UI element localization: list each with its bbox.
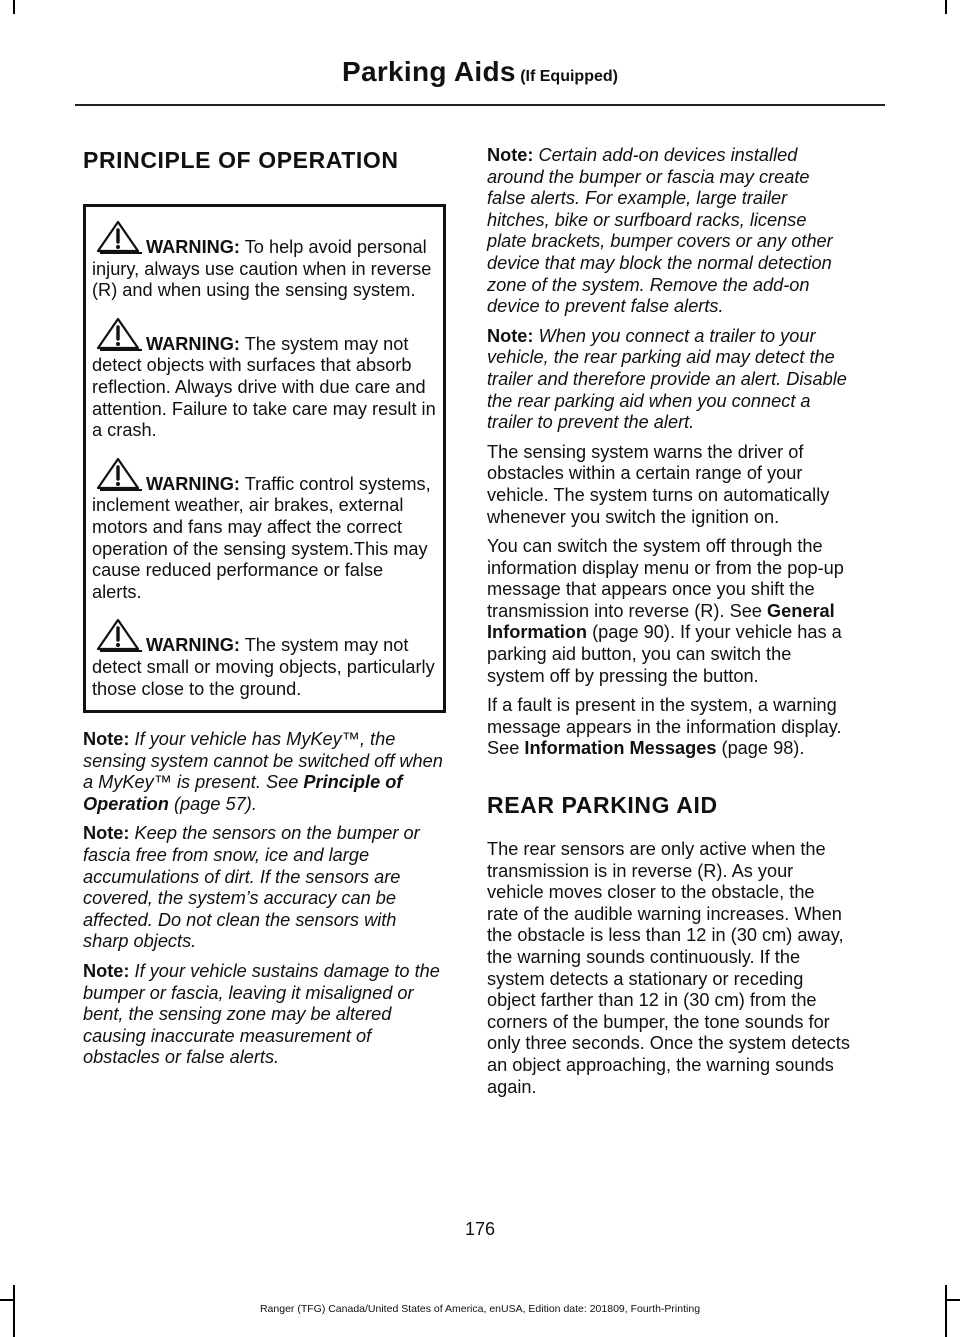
page-subtitle: (If Equipped) [520,68,618,85]
paragraph-switch-off [487,536,850,687]
note-text: If your vehicle has MyKey™, the sensing system cannot be switched off when a MyKey™ is present. See [83,729,443,793]
note-label: Note: [83,729,130,750]
warning-text: Traffic control systems, inclement weather, air brakes, external motors and fans may affect the correct operation of the sensing system.This may cause reduced performance or false alerts. [92,473,431,602]
note-label: Note: [83,961,130,982]
page-header [75,56,885,88]
left-column [83,145,446,1077]
note-text: When you connect a trailer to your vehicle, the rear parking aid may detect the trailer and therefore provide an alert. Disable the rear parking aid when you connect a trailer to prevent the alert. [487,325,847,433]
note-text-after: (page 57). [168,793,257,814]
note-text: If your vehicle sustains damage to the bumper or fascia, leaving it misaligned or bent, the sensing zone may be altered causing inaccurate measurement of obstacles or false alerts. [83,961,440,1068]
section-heading-principle: PRINCIPLE OF OPERATION [83,147,399,173]
warning-text: The system may not detect objects with surfaces that absorb reflection. Always drive with due care and attention. Failure to take care may result in a crash. [92,333,436,441]
note-mykey [83,729,446,815]
crop-mark [947,1299,960,1301]
note-text: Certain add-on devices installed around the bumper or fascia may create false alerts. For example, large trailer hitches, bike or surfboard racks, license plate brackets, bumper covers or any other device that may block the normal detection zone of the system. Remove the add-on device to prevent false alerts. [487,145,833,317]
page-footer: Ranger (TFG) Canada/United States of America, enUSA, Edition date: 201809, Fourth-Printing [259,1303,701,1315]
right-column [487,145,850,1106]
cross-reference-link[interactable]: Information Messages [524,738,717,759]
warning-item [92,217,437,302]
warning-label: WARNING: [146,237,240,257]
section-heading-rear-parking-aid: REAR PARKING AID [487,792,718,819]
note-bumper-damage [83,961,446,1069]
page-number: 176 [464,1219,496,1239]
warning-triangle-icon [92,617,144,653]
warning-item [92,454,437,604]
paragraph-system-warns: The sensing system warns the driver of obstacles within a certain range of your vehicle. The system turns on automatically whenever you switch the ignition on. [487,441,830,527]
note-sensors-clean [83,823,446,953]
page-title: Parking Aids [342,56,516,87]
note-text: Keep the sensors on the bumper or fascia free from snow, ice and large accumulations of dirt. If the sensors are covered, the system’s accuracy can be affected. Do not clean the sensors with sharp objects. [83,823,420,952]
paragraph-text: You can switch the system off through the information display menu or from the pop-up message that appears once you shift the transmission into reverse (R). See [487,536,844,621]
paragraph-text: If a fault is present in the system, a warning message appears in the information display. See [487,695,842,759]
header-rule [75,104,885,106]
note-trailer [487,326,850,434]
note-label: Note: [487,325,534,346]
warning-item [92,615,437,700]
warning-label: WARNING: [146,473,240,494]
cross-reference-link[interactable]: General Information [487,600,835,643]
note-add-on-devices [487,145,850,318]
warning-triangle-icon [92,456,144,492]
warning-triangle-icon [92,219,144,255]
note-label: Note: [487,145,534,165]
crop-mark [13,0,15,14]
paragraph-rear-sensors: The rear sensors are only active when the transmission is in reverse (R). As your vehicle moves closer to the obstacle, the rate of the audible warning increases. When the obstacle is less than 12 in (30 cm) away, the warning sounds continuously. If the system detects a stationary or receding object farther than 12 in (30 cm) from the corners of the bumper, the tone sounds for only three seconds. Once the system detects an object approaching, the warning sounds again. [487,839,850,1097]
warning-label: WARNING: [146,635,240,656]
paragraph-text-after: (page 98). [716,738,805,759]
crop-mark [945,0,947,14]
warning-triangle-icon [92,316,144,352]
cross-reference-link[interactable]: Principle of Operation [83,772,403,814]
warning-text: To help avoid personal injury, always use caution when in reverse (R) and when using the sensing system. [92,237,432,301]
paragraph-fault [487,695,850,760]
crop-mark [0,1299,13,1301]
warning-label: WARNING: [146,333,240,354]
warning-box [83,204,446,713]
paragraph-text-after: (page 90). If your vehicle has a parking aid button, you can switch the system off by pressing the button. [487,622,842,686]
warning-item [92,314,437,442]
note-label: Note: [83,823,130,844]
warning-text: The system may not detect small or moving objects, particularly those close to the ground. [92,635,435,699]
